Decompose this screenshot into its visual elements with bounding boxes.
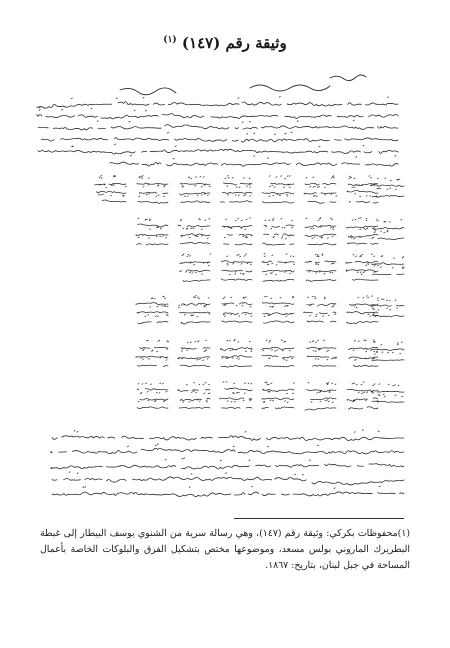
footnote-separator xyxy=(234,518,404,519)
manuscript-scribbles xyxy=(120,75,366,95)
footnote-text: (١)محفوظات بكركي: وثيقة رقم (١٤٧)، وهي رسالة سرية من الشنوي يوسف البيطار إلى غبطة البطريرك الماروني بولس مسعد، وموضوعها مختص بتشكيل الفرق والبلوكات الخاصة بأعمال المساحة في جبل لبنان، بتاريخ: ١٨٦٧. xyxy=(40,528,410,571)
footnote-reference: (١) xyxy=(163,35,177,45)
manuscript-paragraph-2 xyxy=(50,430,404,497)
document-title-text: وثيقة رقم (١٤٧) xyxy=(181,34,287,52)
manuscript-name-grid xyxy=(95,175,405,410)
manuscript-paragraph-1 xyxy=(34,97,398,167)
